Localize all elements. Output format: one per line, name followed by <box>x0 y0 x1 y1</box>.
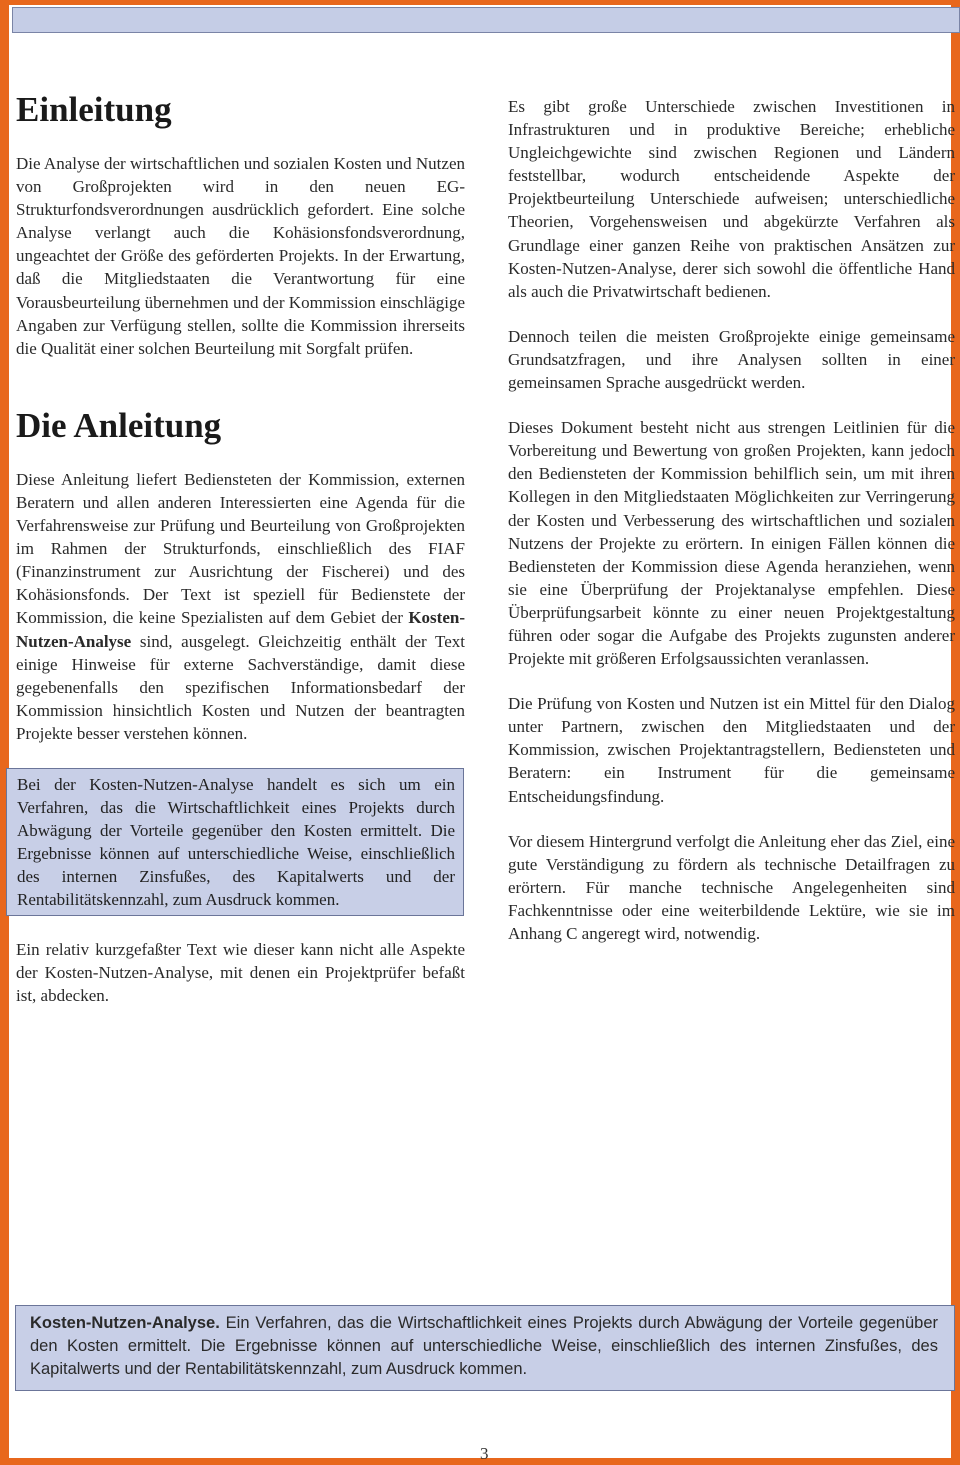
highlight-text: Bei der Kosten-Nutzen-Analyse handelt es sich um ein Verfahren, das die Wirtschaftlichkeit eines Projekts durch Abwägung der Vorteile gegenüber den Kosten ermittelt. Die Ergebnisse können auf unterschiedliche Weise, einschließlich des internen Zinsfußes, des Kapitalwerts und der Rentabilitätskennzahl, zum Ausdruck kommen. <box>17 774 455 910</box>
guide-bold-term: Kosten-Nutzen-Analyse <box>16 608 465 651</box>
right-paragraph: Die Prüfung von Kosten und Nutzen ist ein Mittel für den Dialog unter Partnern, zwischen den Mitgliedstaaten und der Kommission, zwischen Projektantragstellern, Bediensteten und Beratern: ein Instrument für die gemeinsame Entscheidungsfindung. <box>508 694 955 806</box>
guide-text-part-1: Diese Anleitung liefert Bediensteten der Kommission, externen Beratern und allen anderen Interessierten eine Agenda für die Verfahrensweise zur Prüfung und Beurteilung von Großprojekten im Rahmen der Strukturfonds, einschließlich des FIAF (Finanzinstrument zur Ausrichtung der Fischerei) und des Kohäsionsfonds. Der Text ist speziell für Bedienstete der Kommission, die keine Spezialisten auf dem Gebiet der <box>16 469 465 628</box>
page-number: 3 <box>480 1444 489 1463</box>
right-paragraph: Dieses Dokument besteht nicht aus strengen Leitlinien für die Vorbereitung und Bewertung von großen Projekten, kann jedoch den Bediensteten der Kommission behilflich sein, um mit ihren Kollegen in den Mitgliedstaaten Möglichkeiten zur Verringerung der Kosten und Verbesserung des wirtschaftlichen und sozialen Nutzens der Projekte zu erörtern. In einigen Fällen können die Bediensteten der Kommission diese Agenda heranziehen, wenn sie eine Überprüfung der Projektanalyse empfehlen. Diese Überprüfungsarbeit könnte zu einer neuen Projektgestaltung führen oder sogar die Aufgabe des Projekts zugunsten anderer Projekte mit größeren Erfolgsaussichten veranlassen. <box>508 418 955 669</box>
guide-paragraph <box>16 468 465 745</box>
right-paragraph: Dennoch teilen die meisten Großprojekte einige gemeinsame Grundsatzfragen, und ihre Analysen sollten in einer gemeinsamen Sprache ausgedrückt werden. <box>508 326 955 393</box>
definition-box <box>15 1305 955 1391</box>
highlight-box <box>6 768 464 916</box>
intro-heading: Einleitung <box>16 90 172 129</box>
guide-heading: Die Anleitung <box>16 405 222 445</box>
header-bar <box>12 7 960 33</box>
closing-paragraph: Ein relativ kurzgefaßter Text wie dieser kann nicht alle Aspekte der Kosten-Nutzen-Analyse, mit denen ein Projektprüfer befaßt ist, abdecken. <box>16 939 465 1005</box>
right-column <box>508 95 955 945</box>
intro-paragraph: Die Analyse der wirtschaftlichen und sozialen Kosten und Nutzen von Großprojekten wird in den neuen EG-Strukturfondsverordnungen ausdrücklich gefordert. Eine solche Analyse verlangt auch die Kohäsionsfondsverordnung, ungeachtet der Größe des geförderten Projekts. In der Erwartung, daß die Mitgliedstaaten die Verantwortung für eine Vorausbeurteilung übernehmen und der Kommission einschlägige Angaben zur Verfügung stellen, sollte die Kommission ihrerseits die Qualität einer solchen Beurteilung mit Sorgfalt prüfen. <box>16 154 465 358</box>
right-paragraph: Es gibt große Unterschiede zwischen Investitionen in Infrastrukturen und in produktive Bereiche; erhebliche Ungleichgewichte sind zwischen Regionen und Ländern feststellbar, wodurch entscheidende Aspekte der Projektbeurteilung Unterschiede aufweisen; unterschiedliche Theorien, Vorgehensweisen und abgekürzte Verfahren als Grundlage einer ganzen Reihe von praktischen Ansätzen zur Kosten-Nutzen-Analyse, derer sich sowohl die öffentliche Hand als auch die Privatwirtschaft bedienen. <box>508 97 955 301</box>
guide-text-part-2: sind, ausgelegt. Gleichzeitig enthält der Text einige Hinweise für externe Sachverständige, damit diese gegebenenfalls den spezifischen Informationsbedarf der Kommission hinsichtlich Kosten und Nutzen der beantragten Projekte besser verstehen können. <box>16 631 465 743</box>
definition-text: Ein Verfahren, das die Wirtschaftlichkeit eines Projekts durch Abwägung der Vorteile gegenüber den Kosten ermittelt. Die Ergebnisse können auf unterschiedliche Weise, einschließlich des internen Zinsfußes, des Kapitalwerts und der Rentabilitätskennzahl, zum Ausdruck kommen. <box>30 1314 938 1378</box>
left-column <box>16 90 465 1007</box>
definition-term: Kosten-Nutzen-Analyse. <box>30 1314 220 1332</box>
right-paragraph: Vor diesem Hintergrund verfolgt die Anleitung eher das Ziel, eine gute Verständigung zu fördern als technische Detailfragen zu erörtern. Für manche technische Angelegenheiten sind Fachkenntnisse oder eine weiterbildende Lektüre, wie sie im Anhang C angeregt wird, notwendig. <box>508 831 955 943</box>
